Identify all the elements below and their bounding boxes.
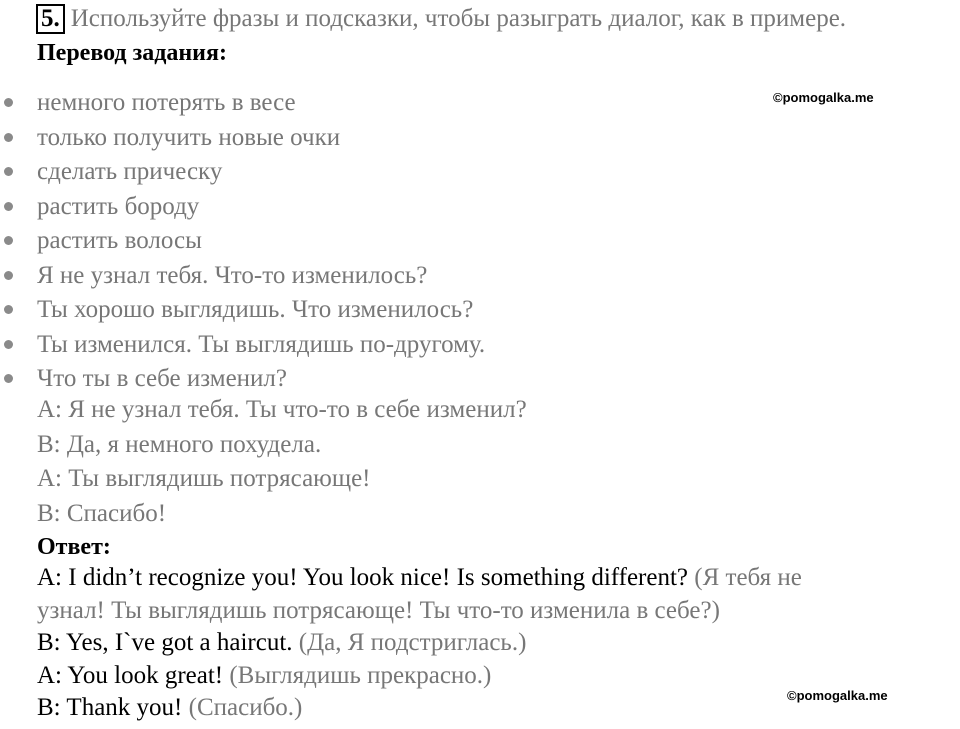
answer-russian: (Спасибо.) [182,694,303,721]
hint-text: только получить новые очки [37,123,341,151]
list-item [0,121,485,156]
list-item [0,362,485,397]
hint-text: Что ты в себе изменил? [37,365,287,392]
hint-text: Ты изменился. Ты выглядишь по-другому. [37,330,486,358]
task-number: 5. [36,4,65,34]
list-item [0,259,485,294]
answer-english: A: You look great! [37,661,224,689]
translation-heading: Перевод задания: [37,40,227,66]
answer-line [37,627,802,660]
bullet-icon [4,236,13,245]
answer-heading: Ответ: [37,534,111,560]
list-item [0,86,485,121]
bullet-icon [4,202,13,211]
bullet-icon [4,167,13,176]
answer-block [37,562,802,725]
dialog-line: В: Спасибо! [37,499,167,527]
task-text: Используйте фразы и подсказки, чтобы разыграть диалог, как в примере. [70,5,847,32]
answer-line [37,562,802,595]
task-line [36,4,846,34]
answer-line [37,595,802,628]
answer-russian: (Я тебя не [688,564,802,591]
bullet-icon [4,374,13,383]
bullet-icon [4,271,13,280]
hint-list [0,86,485,397]
dialog-line: А: Я не узнал тебя. Ты что-то в себе изменил? [37,396,527,423]
hint-text: растить волосы [37,227,202,254]
example-dialog [37,393,527,531]
answer-line [37,660,802,693]
bullet-icon [4,305,13,314]
bullet-icon [4,340,13,349]
answer-english: A: I didn’t recognize you! You look nice! Is something different? [37,564,689,591]
dialog-line: В: Да, я немного похудела. [37,430,322,458]
dialog-line: А: Ты выглядишь потрясающе! [37,465,371,492]
answer-russian: (Выглядишь прекрасно.) [223,661,492,689]
hint-text: немного потерять в весе [37,89,296,116]
bullet-icon [4,133,13,142]
bullet-icon [4,98,13,107]
hint-text: растить бороду [37,192,200,220]
watermark-top: ©pomogalka.me [773,90,874,105]
answer-russian: (Да, Я подстриглась.) [292,629,527,656]
answer-line [37,692,802,725]
watermark-bottom: ©pomogalka.me [787,688,888,703]
list-item [0,155,485,190]
list-item [0,190,485,225]
list-item [0,224,485,259]
answer-russian: узнал! Ты выглядишь потрясающе! Ты что-то изменила в себе?) [37,596,720,624]
list-item [0,328,485,363]
hint-text: Я не узнал тебя. Что-то изменилось? [37,261,428,289]
answer-english: B: Thank you! [37,694,183,721]
list-item [0,293,485,328]
hint-text: сделать прическу [37,158,223,185]
hint-text: Ты хорошо выглядишь. Что изменилось? [37,296,474,323]
answer-english: B: Yes, I`ve got a haircut. [37,629,293,656]
